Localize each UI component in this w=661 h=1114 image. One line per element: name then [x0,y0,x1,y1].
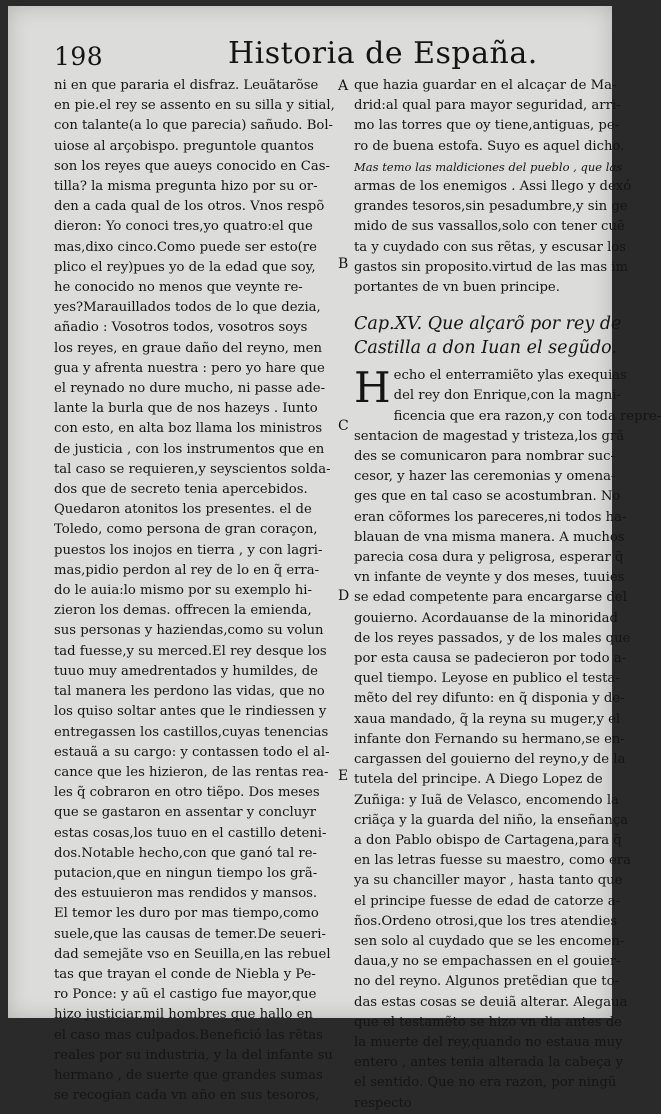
text-line: ro Ponce: y aũ el castigo fue mayor,que [54,987,317,1003]
text-line: dad semejãte vso en Seuilla,en las rebuel [54,946,331,962]
text-line: gastos sin proposito.virtud de las mas im [354,259,629,275]
text-line: el principe fuesse de edad de catorze a- [354,893,621,909]
page-number: 198 [54,42,104,71]
text-line: se recogian cada vn año en sus tesoros, [54,1088,320,1104]
text-line: Mas temo las maldiciones del pueblo , que las [354,159,623,174]
text-line: des estuuieron mas rendidos y mansos. [54,886,318,902]
text-line: añadio : Vosotros todos, vosotros soys [54,320,308,336]
text-line: zieron los demas. offrecen la emienda, [54,603,312,619]
text-line: mido de sus vassallos,solo con tener cuẽ [354,219,625,235]
text-line: tad fuesse,y su merced.El rey desque los [54,643,327,659]
text-line: lante la burla que de nos hazeys . Iunto [54,401,318,417]
text-line: de los reyes passados, y de los males que [354,630,631,646]
text-line: Quedaron atonitos los presentes. el de [54,502,312,518]
text-line: el sentido. Que no era razon, por ningũ [354,1075,617,1091]
text-line: ni en que pararia el disfraz. Leuãtarõse [54,78,319,93]
text-line: plico el rey)pues yo de la edad que soy, [54,259,316,275]
text-line: en pie.el rey se assento en su silla y sitial, [54,98,335,114]
text-line: con talante(a lo que parecia) sañudo. Bol- [54,118,333,134]
text-line: de justicia , con los instrumentos que en [54,441,325,457]
text-line: con esto, en alta boz llama los ministros [54,421,323,437]
text-line: tilla? la misma pregunta hizo por su or- [54,179,318,195]
text-line: des se comunicaron para nombrar suc- [354,449,615,465]
book-page [8,6,661,1111]
text-line: el caso mas culpados.Benefició las rẽtas [54,1027,323,1043]
drop-cap: H [354,363,391,413]
text-line: eran cõformes los pareceres,ni todos ha- [354,509,627,525]
text-line: Toledo, como persona de gran coraçon, [54,522,318,538]
text-line: drid:al qual para mayor seguridad, arri- [354,98,621,114]
text-line: que se gastaron en assentar y concluyr [54,805,317,821]
right-text-column [354,76,661,1114]
text-line: Zuñiga: y Iuã de Velasco, encomendo la [354,792,619,808]
text-line: el reynado no dure mucho, ni passe ade- [54,381,326,397]
text-line: das estas cosas se deuiã alterar. Alegaua [354,994,628,1010]
text-line: sus personas y haziendas,como su volun [54,623,324,639]
chapter-heading-line: Cap.XV. Que alçarõ por rey de [354,314,622,335]
text-line: armas de los enemigos . Assi llego y dexó [354,179,632,195]
chapter-heading-line: Castilla a don Iuan el segũdo. [354,338,617,359]
text-line: gouierno. Acordauanse de la minoridad [354,610,618,626]
text-line: ños.Ordeno otrosi,que los tres atendies [354,913,618,929]
text-line: den a cada qual de los otros. Vnos respõ [54,199,325,215]
text-line: ges que en tal caso se acostumbran. No [354,489,621,505]
text-line: les q̃ cobraron en otro tiẽpo. Dos meses [54,785,320,801]
text-line: entero , antes tenia alterada la cabeça y [354,1055,624,1071]
margin-letter-e: E [338,768,349,784]
margin-letter-b: B [338,256,349,272]
text-line: tas que trayan el conde de Niebla y Pe- [54,966,316,982]
text-line: sentacion de magestad y tristeza,los grã [354,428,625,444]
text-line: los reyes, en graue daño del reyno, men [54,340,322,356]
text-line: que hazia guardar en el alcaçar de Ma- [354,78,617,93]
text-line: cargassen del gouierno del reyno,y de la [354,752,626,768]
text-line: ro de buena estofa. Suyo es aquel dicho. [354,138,625,154]
text-line: hizo justiciar,mil hombres que hallo en [54,1007,313,1023]
text-line: blauan de vna misma manera. A muchos [354,529,625,545]
text-line: portantes de vn buen principe. [354,280,560,296]
text-line: reales por su industria, y la del infante su [54,1047,333,1063]
text-line: no del reyno. Algunos pretẽdian que to- [354,974,619,990]
text-line: suele,que las causas de temer.De seueri- [54,926,326,942]
margin-letter-c: C [338,418,349,434]
text-line: cance que les hizieron, de las rentas rea- [54,764,329,780]
chapter-heading [354,312,622,360]
text-line: daua,y no se empachassen en el gouier- [354,954,621,970]
text-line: xaua mandado, q̃ la reyna su muger,y el [354,711,621,727]
text-line: tuuo muy amedrentados y humildes, de [54,663,318,679]
text-line: gua y afrenta nuestra : pero yo hare que [54,360,325,376]
text-line: a don Pablo obispo de Cartagena,para q̃ [354,832,622,848]
text-line: quel tiempo. Leyose en publico el testa- [354,671,620,687]
text-line: del rey don Enrique,con la magni- [393,388,621,404]
text-line: los quiso soltar antes que le rindiessen y [54,704,327,720]
page-header [8,6,612,76]
text-line: dos.Notable hecho,con que ganó tal re- [54,845,317,861]
text-line: mas,pidio perdon al rey de lo en q̃ erra- [54,562,320,578]
text-line: parecia cosa dura y peligrosa, esperar q̃ [354,550,624,566]
text-line: puestos los inojos en tierra , y con lagri- [54,542,323,558]
text-line: dieron: Yo conoci tres,yo quatro:el que [54,219,313,235]
text-line: entregassen los castillos,cuyas tenencias [54,724,329,740]
text-line: cesor, y hazer las ceremonias y omena- [354,469,616,485]
text-line: yes?Marauillados todos de lo que dezia, [54,300,321,316]
margin-letter-a: A [338,78,349,94]
text-line: tutela del principe. A Diego Lopez de [354,772,603,788]
text-line: mas,dixo cinco.Como puede ser esto(re [54,239,317,255]
margin-letter-d: D [338,588,350,604]
text-line: ya su chanciller mayor , hasta tanto que [354,873,623,889]
text-line: sen solo al cuydado que se les encomen- [354,933,625,949]
text-line: son los reyes que aueys conocido en Cas- [54,158,330,174]
text-line: mẽto del rey difunto: en q̃ disponia y de- [354,691,625,707]
text-line: El temor les duro por mas tiempo,como [54,906,319,922]
text-line: he conocido no menos que veynte re- [54,280,303,296]
text-line: infante don Fernando su hermano,se en- [354,731,625,747]
text-line: tal manera les perdono las vidas, que no [54,684,325,700]
text-line: por esta causa se padecieron por todo a- [354,651,627,667]
text-line: hermano , de suerte que grandes sumas [54,1067,323,1083]
text-line: echo el enterramiẽto ylas exequias [393,368,627,384]
text-line: se edad competente para encargarse del [354,590,627,606]
left-text-column [54,76,344,1106]
text-line: estas cosas,los tuuo en el castillo deteni- [54,825,327,841]
text-line: que el testamẽto se hizo vn dia antes de [354,1014,622,1030]
text-line: la muerte del rey,quando no estaua muy [354,1034,623,1050]
text-line: tal caso se requieren,y seyscientos solda- [54,461,331,477]
text-line: respecto [354,1095,412,1111]
text-line: vn infante de veynte y dos meses, tuuies [354,570,625,586]
text-line: dos que de secreto tenia apercebidos. [54,482,308,498]
text-line: do le auia:lo mismo por su exemplo hi- [54,583,312,599]
text-line: criãça y la guarda del niño, la enseñança [354,812,629,828]
running-title: Historia de España. [228,36,538,71]
text-line: ta y cuydado con sus rẽtas, y escusar los [354,239,626,255]
text-line: ficencia que era razon,y con toda repre- [393,408,661,424]
text-line: en las letras fuesse su maestro, como era [354,853,631,869]
right-column-top-text [354,76,632,298]
text-line: estauã a su cargo: y contassen todo el al- [54,744,330,760]
chapter-body-text [354,363,661,1114]
text-line: uiose al arçobispo. preguntole quantos [54,138,314,154]
text-line: grandes tesoros,sin pesadumbre,y sin ge [354,199,628,215]
text-line: putacion,que en ningun tiempo los grã- [54,865,318,881]
text-line: mo las torres que oy tiene,antiguas, pe- [354,118,620,134]
